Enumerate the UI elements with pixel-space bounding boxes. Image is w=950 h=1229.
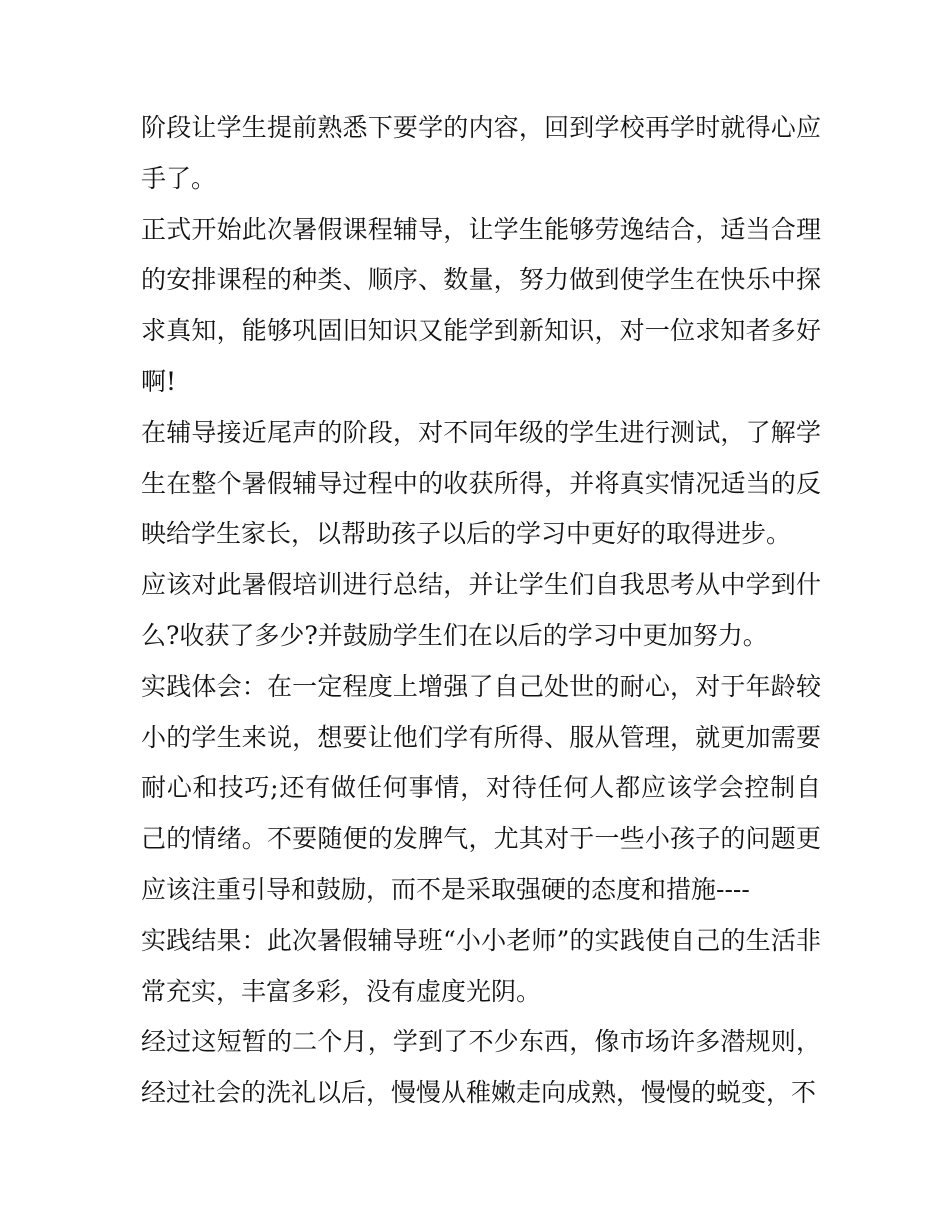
document-body <box>141 103 821 1119</box>
paragraph-two-months: 经过这短暂的二个月，学到了不少东西，像市场许多潜规则，经过社会的洗礼以后，慢慢从稚嫩走向成熟，慢慢的蜕变，不 <box>141 1027 821 1108</box>
paragraph-preview-study: 阶段让学生提前熟悉下要学的内容，回到学校再学时就得心应手了。 <box>141 113 821 193</box>
paragraph-course-arrangement: 正式开始此次暑假课程辅导，让学生能够劳逸结合，适当合理的安排课程的种类、顺序、数量，努力做到使学生在快乐中探求真知，能够巩固旧知识又能学到新知识，对一位求知者多好啊! <box>141 214 821 396</box>
paragraph-practice-result: 实践结果：此次暑假辅导班“小小老师”的实践使自己的生活非常充实，丰富多彩，没有虚度光阴。 <box>141 925 821 1006</box>
paragraph-final-testing: 在辅导接近尾声的阶段，对不同年级的学生进行测试，了解学生在整个暑假辅导过程中的收获所得，并将真实情况适当的反映给学生家长，以帮助孩子以后的学习中更好的取得进步。 <box>141 417 821 549</box>
paragraph-practice-experience: 实践体会：在一定程度上增强了自己处世的耐心，对于年龄较小的学生来说，想要让他们学有所得、服从管理，就更加需要耐心和技巧;还有做任何事情，对待任何人都应该学会控制自己的情绪。不要随便的发脾气，尤其对于一些小孩子的问题更应该注重引导和鼓励，而不是采取强硬的态度和措施---- <box>141 671 821 904</box>
paragraph-summary: 应该对此暑假培训进行总结，并让学生们自我思考从中学到什么?收获了多少?并鼓励学生们在以后的学习中更加努力。 <box>141 570 821 650</box>
